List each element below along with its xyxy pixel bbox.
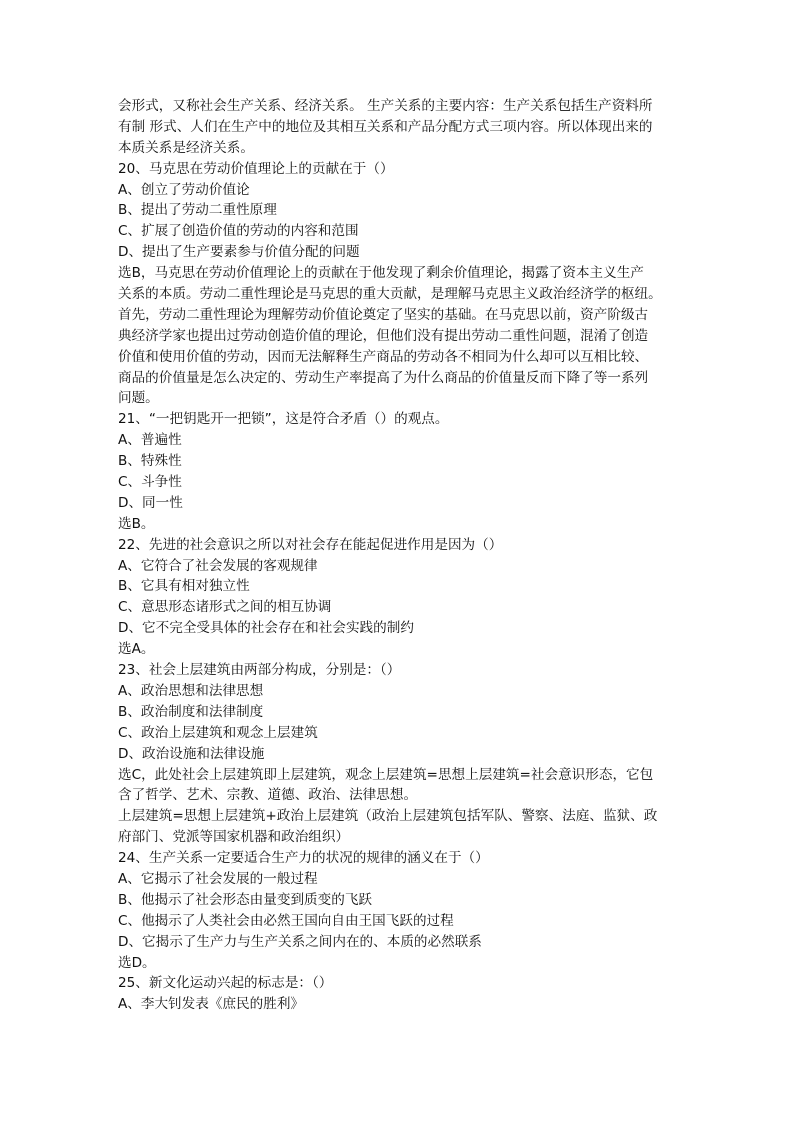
text-line: B、他揭示了社会形态由量变到质变的飞跃 [118,891,373,908]
text-line: 府部门、党派等国家机器和政治组织） [118,829,350,846]
text-line: 22、先进的社会意识之所以对社会存在能起促进作用是因为（） [118,536,503,553]
text-line: 20、马克思在劳动价值理论上的贡献在于（） [118,160,394,177]
text-line: A、普遍性 [118,432,182,449]
text-line: 有制 形式、人们在生产中的地位及其相互关系和产品分配方式三项内容。所以体现出来的 [118,118,653,135]
text-line: A、创立了劳动价值论 [118,181,250,198]
text-line: 选D。 [118,954,156,971]
text-line: 选A。 [118,641,155,658]
text-line: C、斗争性 [118,474,182,491]
text-line: 本质关系是经济关系。 [118,139,254,156]
text-line: A、它符合了社会发展的客观规律 [118,557,318,574]
text-line: 首先，劳动二重性理论为理解劳动价值论奠定了坚实的基础。在马克思以前，资产阶级古 [118,306,649,323]
text-line: D、提出了生产要素参与价值分配的问题 [118,244,360,261]
text-line: A、政治思想和法律思想 [118,682,264,699]
text-line: A、李大钊发表《庶民的胜利》 [118,996,305,1013]
text-line: D、同一性 [118,494,183,511]
text-line: 选B，马克思在劳动价值理论上的贡献在于他发现了剩余价值理论，揭露了资本主义生产 [118,265,644,282]
text-line: 商品的价值量是怎么决定的、劳动生产率提高了为什么商品的价值量反而下降了等一系列 [118,369,649,386]
text-line: B、它具有相对独立性 [118,578,250,595]
text-line: 关系的本质。劳动二重性理论是马克思的重大贡献，是理解马克思主义政治经济学的枢纽。 [118,286,662,303]
text-line: C、意思形态诸形式之间的相互协调 [118,599,332,616]
text-line: C、扩展了创造价值的劳动的内容和范围 [118,223,359,240]
text-line: 上层建筑=思想上层建筑+政治上层建筑（政治上层建筑包括军队、警察、法庭、监狱、政 [118,808,658,825]
text-line: 典经济学家也提出过劳动创造价值的理论，但他们没有提出劳动二重性问题，混淆了创造 [118,327,649,344]
text-line: 25、新文化运动兴起的标志是：（） [118,975,333,992]
text-line: 21、“一把钥匙开一把锁”，这是符合矛盾（）的观点。 [118,411,449,428]
text-line: D、政治设施和法律设施 [118,745,265,762]
text-line: B、政治制度和法律制度 [118,703,264,720]
text-line: 含了哲学、艺术、宗教、道德、政治、法律思想。 [118,787,418,804]
text-line: D、它不完全受具体的社会存在和社会实践的制约 [118,620,414,637]
text-line: 选C，此处社会上层建筑即上层建筑，观念上层建筑=思想上层建筑=社会意识形态，它包 [118,766,654,783]
text-line: D、它揭示了生产力与生产关系之间内在的、本质的必然联系 [118,933,482,950]
text-line: 问题。 [118,390,159,407]
text-line: C、他揭示了人类社会由必然王国向自由王国飞跃的过程 [118,912,454,929]
text-line: 23、社会上层建筑由两部分构成，分别是：（） [118,662,401,679]
text-line: C、政治上层建筑和观念上层建筑 [118,724,318,741]
text-line: 24、生产关系一定要适合生产力的状况的规律的涵义在于（） [118,850,489,867]
text-line: B、提出了劳动二重性原理 [118,202,277,219]
text-line: B、特殊性 [118,453,182,470]
text-line: 价值和使用价值的劳动，因而无法解释生产商品的劳动各不相同为什么却可以互相比较、 [118,348,649,365]
text-line: 选B。 [118,515,155,532]
text-line: 会形式，又称社会生产关系、经济关系。 生产关系的主要内容：生产关系包括生产资料所 [118,98,653,114]
text-line: A、它揭示了社会发展的一般过程 [118,870,318,887]
document-page [118,96,688,1015]
